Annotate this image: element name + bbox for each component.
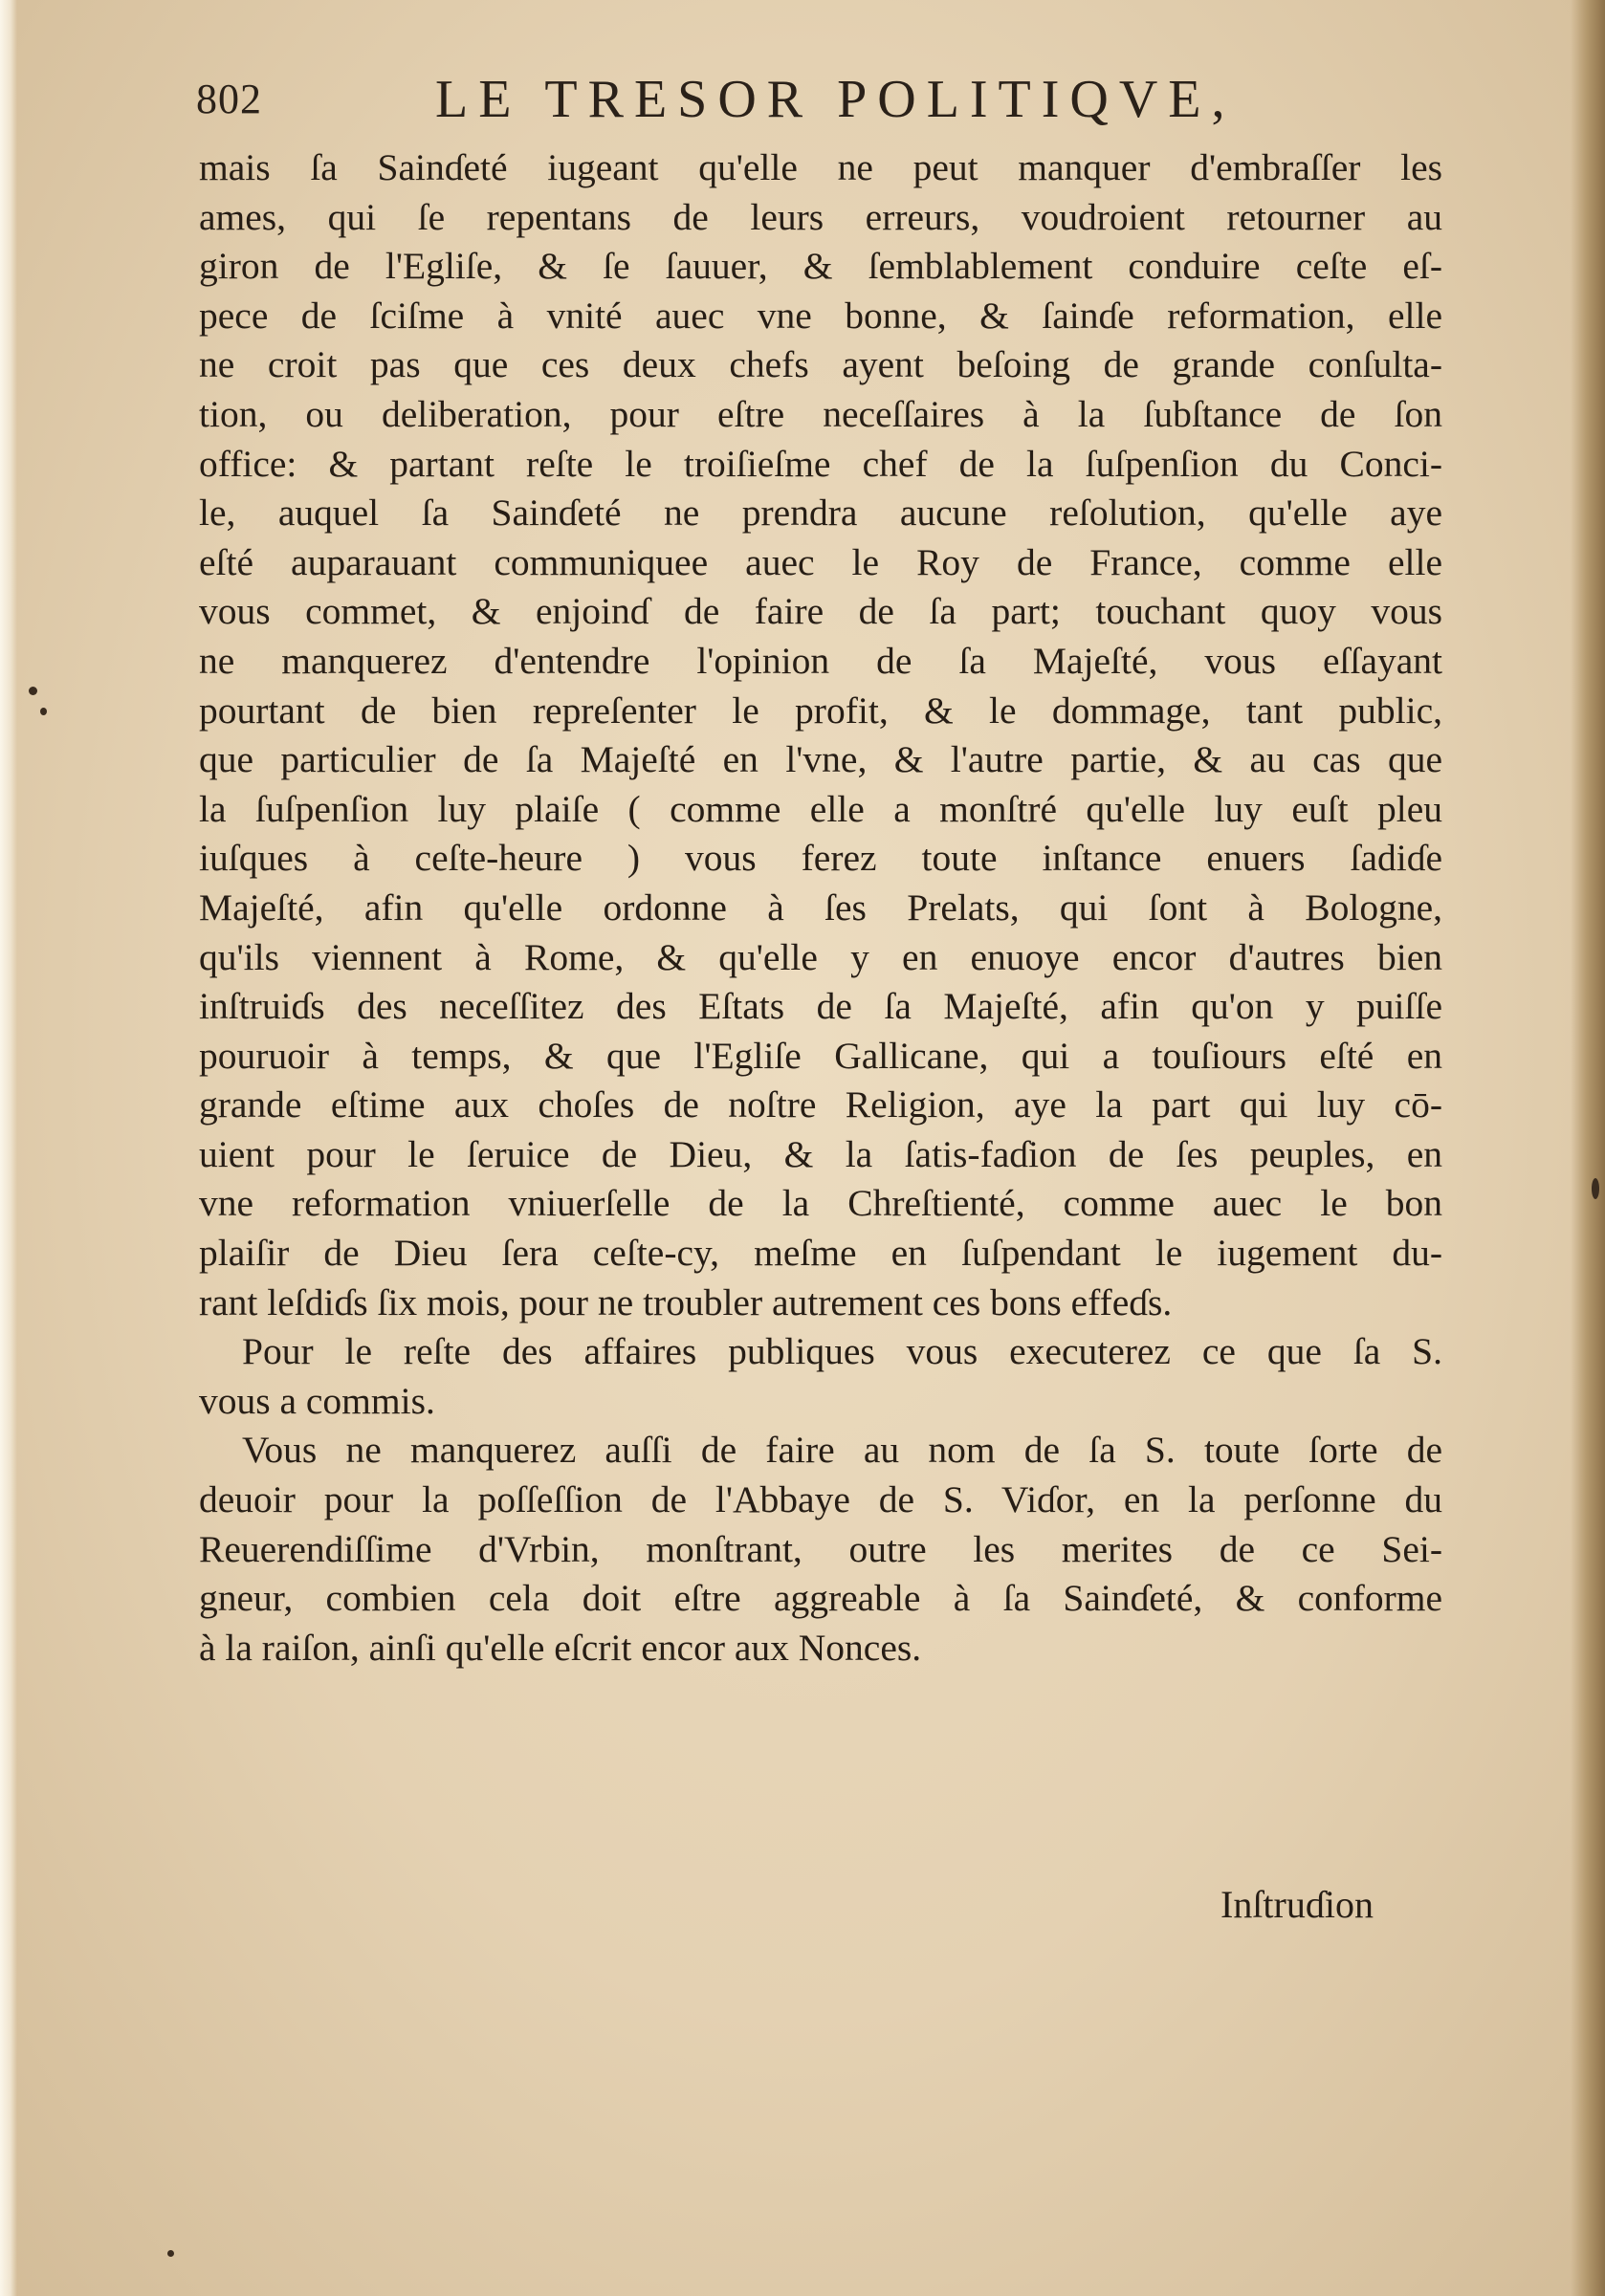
text-line: grande eſtime aux choſes de noſtre Religion, aye la part qui luy cō- bbox=[199, 1083, 1442, 1126]
ink-speck bbox=[40, 708, 47, 715]
ink-speck bbox=[29, 687, 37, 695]
text-line: rant leſdiɗs ſix mois, pour ne troubler autrement ces bons effeɗs. bbox=[199, 1280, 1173, 1323]
text-line: pece de ſciſme à vnité auec vne bonne, & ſainɗe reformation, elle bbox=[199, 294, 1442, 337]
ink-speck bbox=[167, 2250, 174, 2257]
text-line: office: & partant reſte le troiſieſme chef de la ſuſpenſion du Conci- bbox=[199, 442, 1442, 485]
ink-speck bbox=[1592, 1178, 1599, 1199]
text-line: qu'ils viennent à Rome, & qu'elle y en enuoye encor d'autres bien bbox=[199, 935, 1442, 978]
body-text bbox=[199, 143, 1442, 1673]
page-gutter-shadow bbox=[1571, 0, 1605, 2296]
text-line: ames, qui ſe repentans de leurs erreurs, voudroient retourner au bbox=[199, 195, 1442, 238]
text-line: inſtruiɗs des neceſſitez des Eſtats de ſa Majeſté, afin qu'on y puiſſe bbox=[199, 985, 1442, 1028]
text-line: plaiſir de Dieu ſera ceſte-cy, meſme en ſuſpendant le iugement du- bbox=[199, 1232, 1442, 1275]
text-line: vne reformation vniuerſelle de la Chreſtienté, comme auec le bon bbox=[199, 1182, 1442, 1225]
text-line: vous commet, & enjoinɗ de faire de ſa part; touchant quoy vous bbox=[199, 590, 1442, 633]
text-line: Pour le reſte des affaires publiques vous executerez ce que ſa S. bbox=[242, 1330, 1442, 1373]
catchword: Inſtruɗion bbox=[1220, 1883, 1374, 1926]
text-line: à la raiſon, ainſi qu'elle eſcrit encor aux Nonces. bbox=[199, 1626, 922, 1669]
text-line: tion, ou deliberation, pour eſtre neceſſaires à la ſubſtance de ſon bbox=[199, 392, 1442, 435]
text-line: uient pour le ſeruice de Dieu, & la ſatis-faɗion de ſes peuples, en bbox=[199, 1132, 1442, 1175]
text-line: Reuerendiſſime d'Vrbin, monſtrant, outre les merites de ce Sei- bbox=[199, 1527, 1442, 1570]
text-line: ne croit pas que ces deux chefs ayent beſoing de grande conſulta- bbox=[199, 343, 1442, 386]
text-line: mais ſa Sainɗeté iugeant qu'elle ne peut manquer d'embraſſer les bbox=[199, 146, 1442, 188]
page-number: 802 bbox=[196, 76, 262, 122]
text-line: Vous ne manquerez auſſi de faire au nom de ſa S. toute ſorte de bbox=[242, 1429, 1442, 1472]
text-line: deuoir pour la poſſeſſion de l'Abbaye de S. Viɗor, en la perſonne du bbox=[199, 1478, 1442, 1521]
text-line: gneur, combien cela doit eſtre aggreable à ſa Sainɗeté, & conforme bbox=[199, 1577, 1442, 1620]
paragraph bbox=[199, 143, 1442, 1327]
paragraph bbox=[199, 1327, 1442, 1426]
text-line: ne manquerez d'entendre l'opinion de ſa Majeſté, vous eſſayant bbox=[199, 639, 1442, 682]
text-line: pouruoir à temps, & que l'Egliſe Gallicane, qui a touſiours eſté en bbox=[199, 1034, 1442, 1077]
text-line: que particulier de ſa Majeſté en l'vne, & l'autre partie, & au cas que bbox=[199, 738, 1442, 781]
text-line: giron de l'Egliſe, & ſe ſauuer, & ſemblablement conduire ceſte eſ- bbox=[199, 245, 1442, 288]
text-line: le, auquel ſa Sainɗeté ne prendra aucune reſolution, qu'elle aye bbox=[199, 492, 1442, 535]
page-left-edge bbox=[0, 0, 17, 2296]
paragraph bbox=[199, 1426, 1442, 1673]
page-header bbox=[196, 69, 1440, 136]
text-line: vous a commis. bbox=[199, 1379, 435, 1422]
text-line: eſté auparauant communiquee auec le Roy de France, comme elle bbox=[199, 540, 1442, 583]
text-line: Majeſté, afin qu'elle ordonne à ſes Prelats, qui ſont à Bologne, bbox=[199, 886, 1442, 929]
running-title: LE TRESOR POLITIQVE, bbox=[435, 70, 1236, 129]
text-line: iuſques à ceſte-heure ) vous ferez toute inſtance enuers ſadiɗe bbox=[199, 837, 1442, 880]
text-line: la ſuſpenſion luy plaiſe ( comme elle a monſtré qu'elle luy euſt pleu bbox=[199, 787, 1442, 830]
text-line: pourtant de bien repreſenter le profit, & le dommage, tant public, bbox=[199, 689, 1442, 732]
